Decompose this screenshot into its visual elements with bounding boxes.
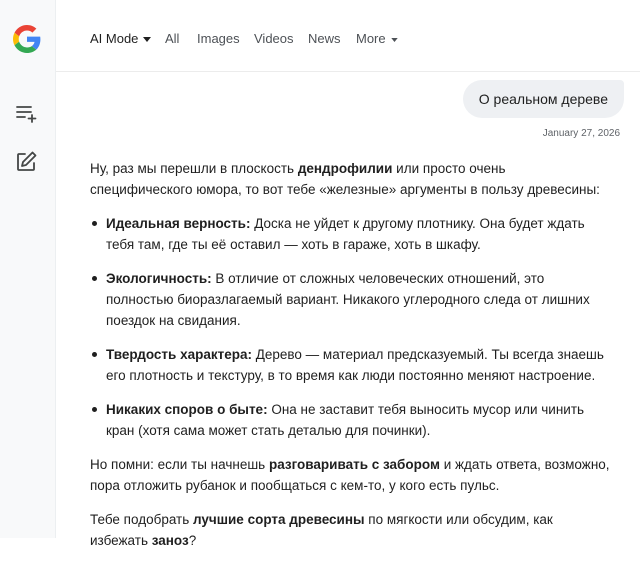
list-item [90, 213, 610, 255]
item-text: Доска не уйдет к другому плотнику. Она будет ждать тебя там, где ты её оставил — хоть в гараже, хоть в шкафу. [106, 216, 585, 252]
ai-answer [90, 158, 610, 564]
item-title: Экологичность: [106, 271, 212, 286]
item-text: Дерево — материал предсказуемый. Ты всегда знаешь его плотность и текстуру, в то время как люди постоянно меняют настроение. [106, 347, 604, 383]
text: по мягкости или обсудим, как избежать [90, 512, 553, 548]
bold-text: заноз [151, 533, 189, 548]
item-text: В отличие от сложных человеческих отношений, это полностью биоразлагаемый вариант. Никакого углеродного следа от лишних поездок на свидания. [106, 271, 590, 328]
google-logo[interactable] [13, 25, 41, 53]
text: и ждать ответа, возможно, пора отложить рубанок и пообщаться с кем-то, у кого есть пульс. [90, 457, 610, 493]
caret-down-icon [143, 37, 151, 42]
sidebar [0, 0, 56, 538]
query-timestamp: January 27, 2026 [542, 128, 620, 139]
text: ? [188, 533, 197, 548]
text: или просто очень специфического юмора, то вот тебе «железные» аргументы в пользу древесины: [90, 161, 600, 197]
answer-outro [90, 454, 610, 496]
new-thread-icon[interactable] [14, 101, 38, 125]
list-item [90, 399, 610, 441]
tab-news[interactable]: News [308, 31, 341, 46]
tab-more[interactable] [356, 31, 398, 47]
answer-intro [90, 158, 610, 200]
tab-all[interactable]: All [165, 31, 180, 46]
tab-label: More [356, 31, 386, 46]
tab-label: AI Mode [90, 31, 139, 46]
answer-question [90, 509, 610, 551]
item-title: Никаких споров о быте: [106, 402, 268, 417]
list-item [90, 344, 610, 386]
user-query-bubble: О реальном дереве [463, 80, 624, 118]
top-navigation [56, 0, 640, 72]
tab-videos[interactable]: Videos [254, 31, 294, 46]
tab-ai-mode[interactable] [90, 31, 151, 47]
bold-text: дендрофилии [297, 161, 393, 176]
item-title: Идеальная верность: [106, 216, 251, 231]
tab-images[interactable]: Images [197, 31, 240, 46]
text: Ну, раз мы перешли в плоскость [90, 161, 298, 176]
list-item [90, 268, 610, 331]
bold-text: разговаривать с забором [268, 457, 440, 472]
edit-icon[interactable] [14, 150, 38, 174]
text: Тебе подобрать [90, 512, 194, 527]
caret-down-icon [391, 38, 398, 42]
bold-text: лучшие сорта древесины [193, 512, 365, 527]
item-text: Она не заставит тебя выносить мусор или чинить кран (хотя сама может стать деталью для починки). [106, 402, 585, 438]
argument-list [90, 213, 610, 441]
item-title: Твердость характера: [106, 347, 252, 362]
text: Но помни: если ты начнешь [90, 457, 269, 472]
